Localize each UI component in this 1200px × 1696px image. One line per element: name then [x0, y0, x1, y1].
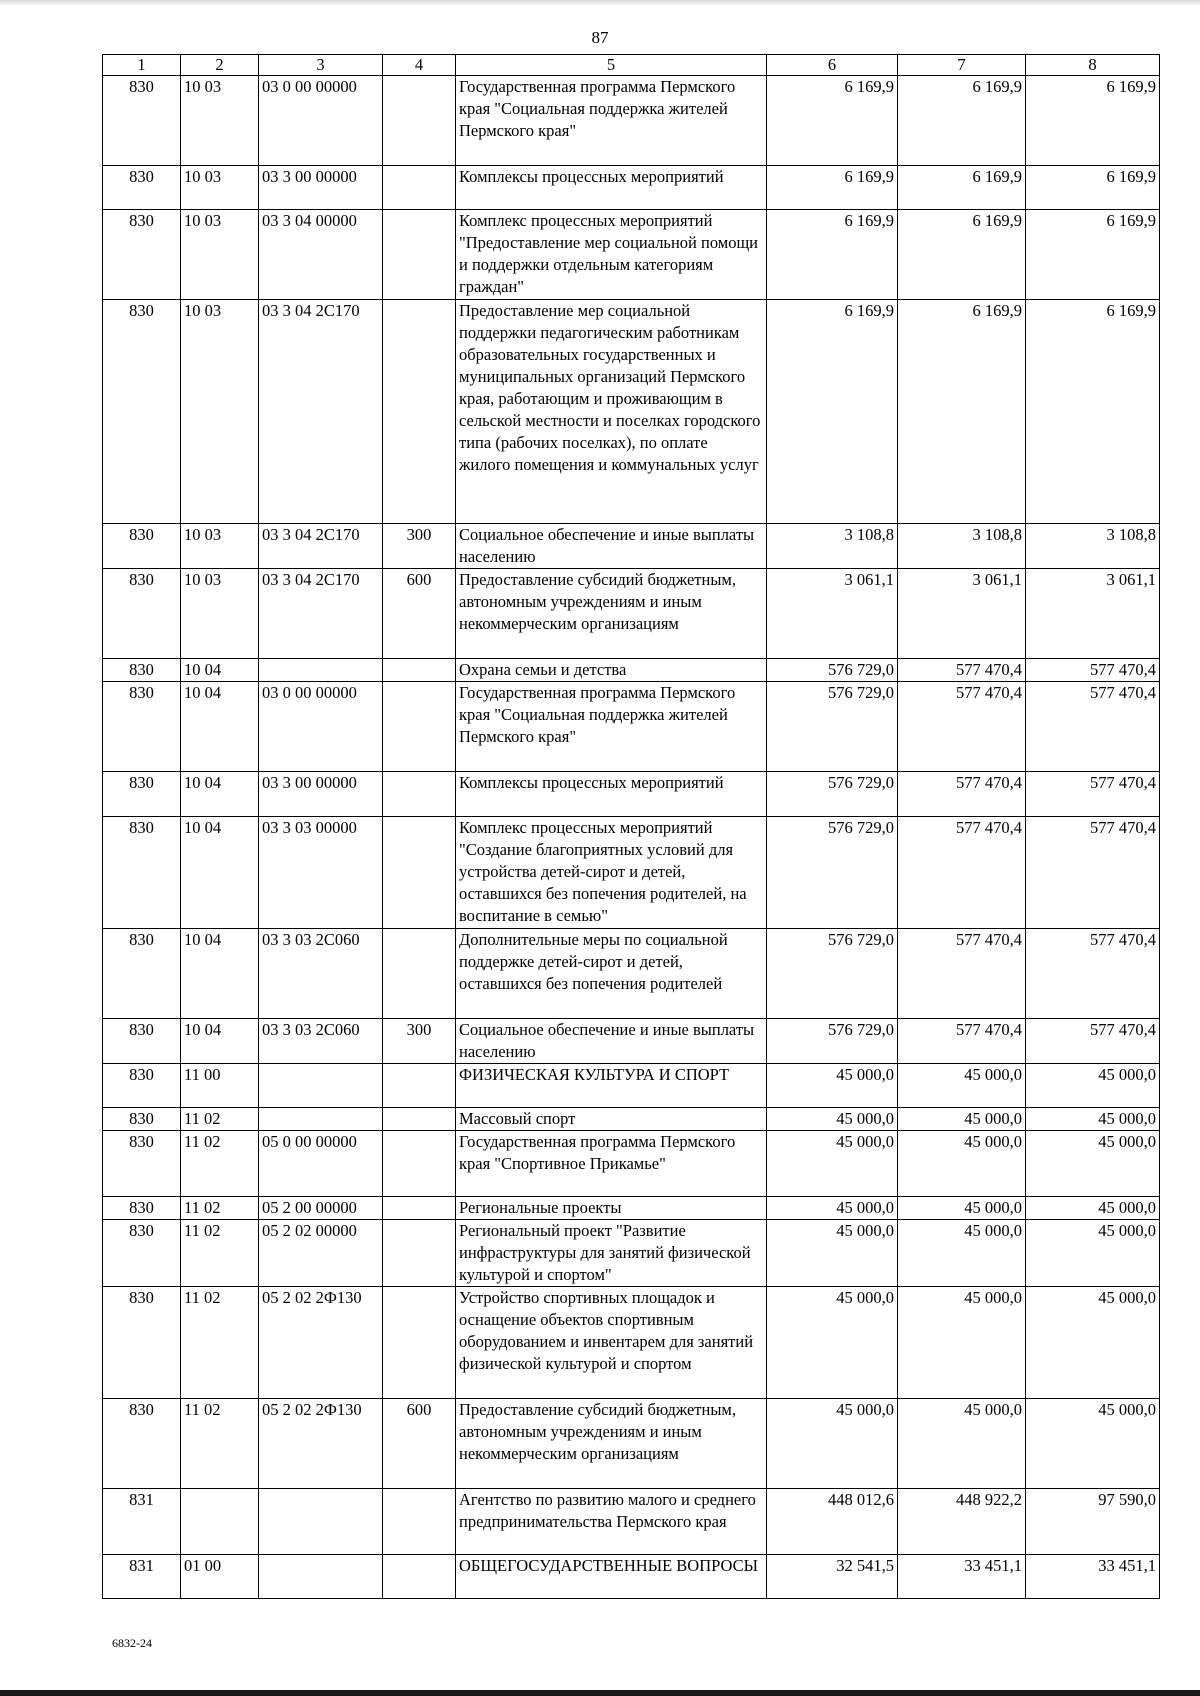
- ministry-code-cell: 830: [103, 300, 181, 524]
- amount-cell-col6: 576 729,0: [767, 772, 898, 817]
- table-row: [103, 1019, 1160, 1064]
- amount-cell-col7: 45 000,0: [898, 1287, 1026, 1399]
- expense-type-cell: [383, 659, 456, 682]
- table-row: [103, 1131, 1160, 1197]
- ministry-code-cell: 830: [103, 524, 181, 569]
- amount-cell-col6: 576 729,0: [767, 929, 898, 1019]
- column-header: 3: [259, 55, 383, 76]
- table-row: [103, 210, 1160, 300]
- amount-cell-col7: 577 470,4: [898, 682, 1026, 772]
- ministry-code-cell: 830: [103, 1399, 181, 1489]
- expense-type-cell: 300: [383, 1019, 456, 1064]
- amount-cell-col8: 97 590,0: [1026, 1489, 1160, 1555]
- ministry-code-cell: 830: [103, 1287, 181, 1399]
- section-code-cell: 11 02: [181, 1220, 259, 1287]
- target-article-cell: 03 3 04 2С170: [259, 300, 383, 524]
- description-cell: Комплексы процессных мероприятий: [456, 772, 767, 817]
- amount-cell-col8: 577 470,4: [1026, 772, 1160, 817]
- amount-cell-col6: 45 000,0: [767, 1108, 898, 1131]
- page-number: 87: [591, 28, 609, 47]
- ministry-code-cell: 830: [103, 1108, 181, 1131]
- amount-cell-col8: 45 000,0: [1026, 1108, 1160, 1131]
- ministry-code-cell: 831: [103, 1489, 181, 1555]
- amount-cell-col6: 576 729,0: [767, 1019, 898, 1064]
- amount-cell-col6: 6 169,9: [767, 210, 898, 300]
- table-row: [103, 1064, 1160, 1108]
- expense-type-cell: [383, 210, 456, 300]
- table-row: [103, 524, 1160, 569]
- amount-cell-col7: 45 000,0: [898, 1197, 1026, 1220]
- amount-cell-col7: 45 000,0: [898, 1064, 1026, 1108]
- table-body: [103, 76, 1160, 1599]
- expense-type-cell: [383, 1131, 456, 1197]
- target-article-cell: [259, 1108, 383, 1131]
- document-code: 6832-24: [112, 1636, 152, 1650]
- amount-cell-col8: 3 108,8: [1026, 524, 1160, 569]
- table-row: [103, 1287, 1160, 1399]
- amount-cell-col8: 45 000,0: [1026, 1399, 1160, 1489]
- description-cell: Массовый спорт: [456, 1108, 767, 1131]
- amount-cell-col8: 45 000,0: [1026, 1197, 1160, 1220]
- table-row: [103, 772, 1160, 817]
- description-cell: Устройство спортивных площадок и оснащение объектов спортивным оборудованием и инвентарем для занятий физической культурой и спортом: [456, 1287, 767, 1399]
- target-article-cell: 03 3 03 2С060: [259, 929, 383, 1019]
- table-row: [103, 76, 1160, 166]
- target-article-cell: 03 3 04 2С170: [259, 569, 383, 659]
- expense-type-cell: [383, 166, 456, 210]
- section-code-cell: 11 02: [181, 1131, 259, 1197]
- ministry-code-cell: 830: [103, 1131, 181, 1197]
- section-code-cell: 11 02: [181, 1197, 259, 1220]
- description-cell: Предоставление субсидий бюджетным, автономным учреждениям и иным некоммерческим организациям: [456, 569, 767, 659]
- table-row: [103, 817, 1160, 929]
- section-code-cell: 11 02: [181, 1399, 259, 1489]
- section-code-cell: 10 03: [181, 524, 259, 569]
- description-cell: Комплекс процессных мероприятий "Создание благоприятных условий для устройства детей-сирот и детей, оставшихся без попечения родителей, на воспитание в семью": [456, 817, 767, 929]
- section-code-cell: [181, 1489, 259, 1555]
- ministry-code-cell: 830: [103, 817, 181, 929]
- section-code-cell: 11 02: [181, 1108, 259, 1131]
- ministry-code-cell: 830: [103, 659, 181, 682]
- ministry-code-cell: 830: [103, 682, 181, 772]
- expense-type-cell: [383, 76, 456, 166]
- expense-type-cell: [383, 772, 456, 817]
- description-cell: Агентство по развитию малого и среднего предпринимательства Пермского края: [456, 1489, 767, 1555]
- expense-type-cell: [383, 300, 456, 524]
- amount-cell-col6: 45 000,0: [767, 1220, 898, 1287]
- expense-type-cell: 600: [383, 1399, 456, 1489]
- amount-cell-col8: 3 061,1: [1026, 569, 1160, 659]
- table-row: [103, 1197, 1160, 1220]
- table-row: [103, 1489, 1160, 1555]
- amount-cell-col7: 577 470,4: [898, 929, 1026, 1019]
- table-header: [103, 55, 1160, 76]
- amount-cell-col7: 6 169,9: [898, 166, 1026, 210]
- amount-cell-col8: 6 169,9: [1026, 166, 1160, 210]
- description-cell: Региональные проекты: [456, 1197, 767, 1220]
- ministry-code-cell: 830: [103, 1197, 181, 1220]
- section-code-cell: 10 04: [181, 659, 259, 682]
- ministry-code-cell: 830: [103, 929, 181, 1019]
- amount-cell-col8: 6 169,9: [1026, 300, 1160, 524]
- amount-cell-col7: 45 000,0: [898, 1108, 1026, 1131]
- section-code-cell: 11 00: [181, 1064, 259, 1108]
- description-cell: Комплексы процессных мероприятий: [456, 166, 767, 210]
- target-article-cell: [259, 1555, 383, 1599]
- amount-cell-col6: 45 000,0: [767, 1197, 898, 1220]
- amount-cell-col7: 45 000,0: [898, 1220, 1026, 1287]
- target-article-cell: [259, 659, 383, 682]
- description-cell: Комплекс процессных мероприятий "Предоставление мер социальной помощи и поддержки отдельным категориям граждан": [456, 210, 767, 300]
- amount-cell-col6: 576 729,0: [767, 682, 898, 772]
- description-cell: Социальное обеспечение и иные выплаты населению: [456, 1019, 767, 1064]
- amount-cell-col8: 45 000,0: [1026, 1064, 1160, 1108]
- expense-type-cell: [383, 1489, 456, 1555]
- description-cell: Дополнительные меры по социальной поддержке детей-сирот и детей, оставшихся без попечения родителей: [456, 929, 767, 1019]
- description-cell: Охрана семьи и детства: [456, 659, 767, 682]
- amount-cell-col7: 448 922,2: [898, 1489, 1026, 1555]
- section-code-cell: 10 04: [181, 772, 259, 817]
- target-article-cell: 03 3 03 00000: [259, 817, 383, 929]
- expense-type-cell: [383, 1197, 456, 1220]
- expense-type-cell: [383, 817, 456, 929]
- expense-type-cell: [383, 682, 456, 772]
- amount-cell-col6: 6 169,9: [767, 166, 898, 210]
- section-code-cell: 10 04: [181, 929, 259, 1019]
- expense-type-cell: [383, 1555, 456, 1599]
- target-article-cell: 03 3 04 00000: [259, 210, 383, 300]
- section-code-cell: 11 02: [181, 1287, 259, 1399]
- column-header: 2: [181, 55, 259, 76]
- target-article-cell: 03 0 00 00000: [259, 76, 383, 166]
- amount-cell-col6: 45 000,0: [767, 1064, 898, 1108]
- table-row: [103, 569, 1160, 659]
- ministry-code-cell: 830: [103, 76, 181, 166]
- table-row: [103, 1108, 1160, 1131]
- description-cell: Государственная программа Пермского края "Социальная поддержка жителей Пермского края": [456, 76, 767, 166]
- column-header: 7: [898, 55, 1026, 76]
- amount-cell-col6: 576 729,0: [767, 659, 898, 682]
- amount-cell-col6: 6 169,9: [767, 300, 898, 524]
- amount-cell-col7: 45 000,0: [898, 1131, 1026, 1197]
- table-row: [103, 682, 1160, 772]
- table-row: [103, 929, 1160, 1019]
- target-article-cell: 05 2 02 2Ф130: [259, 1287, 383, 1399]
- description-cell: Государственная программа Пермского края "Социальная поддержка жителей Пермского края": [456, 682, 767, 772]
- expense-type-cell: 600: [383, 569, 456, 659]
- target-article-cell: 05 2 02 00000: [259, 1220, 383, 1287]
- table-row: [103, 1399, 1160, 1489]
- target-article-cell: 05 0 00 00000: [259, 1131, 383, 1197]
- amount-cell-col8: 577 470,4: [1026, 1019, 1160, 1064]
- description-cell: Предоставление мер социальной поддержки педагогическим работникам образовательных государственных и муниципальных организаций Пермского края, работающим и проживающим в сельской местности и поселках городского типа (рабочих поселках), по оплате жилого помещения и коммунальных услуг: [456, 300, 767, 524]
- section-code-cell: 10 03: [181, 76, 259, 166]
- column-header: 6: [767, 55, 898, 76]
- column-header: 5: [456, 55, 767, 76]
- amount-cell-col7: 6 169,9: [898, 210, 1026, 300]
- amount-cell-col7: 3 108,8: [898, 524, 1026, 569]
- target-article-cell: 03 3 00 00000: [259, 166, 383, 210]
- ministry-code-cell: 830: [103, 569, 181, 659]
- amount-cell-col8: 45 000,0: [1026, 1220, 1160, 1287]
- amount-cell-col6: 6 169,9: [767, 76, 898, 166]
- ministry-code-cell: 830: [103, 210, 181, 300]
- amount-cell-col8: 45 000,0: [1026, 1131, 1160, 1197]
- section-code-cell: 10 03: [181, 166, 259, 210]
- section-code-cell: 10 04: [181, 1019, 259, 1064]
- target-article-cell: 05 2 00 00000: [259, 1197, 383, 1220]
- expense-type-cell: 300: [383, 524, 456, 569]
- ministry-code-cell: 830: [103, 772, 181, 817]
- header-row: [103, 55, 1160, 76]
- amount-cell-col7: 6 169,9: [898, 76, 1026, 166]
- amount-cell-col7: 577 470,4: [898, 817, 1026, 929]
- amount-cell-col6: 45 000,0: [767, 1131, 898, 1197]
- target-article-cell: 05 2 02 2Ф130: [259, 1399, 383, 1489]
- amount-cell-col6: 576 729,0: [767, 817, 898, 929]
- section-code-cell: 10 03: [181, 210, 259, 300]
- target-article-cell: 03 3 04 2С170: [259, 524, 383, 569]
- amount-cell-col7: 3 061,1: [898, 569, 1026, 659]
- amount-cell-col6: 45 000,0: [767, 1399, 898, 1489]
- expense-type-cell: [383, 1064, 456, 1108]
- expense-type-cell: [383, 1287, 456, 1399]
- description-cell: Социальное обеспечение и иные выплаты населению: [456, 524, 767, 569]
- table-row: [103, 659, 1160, 682]
- amount-cell-col8: 6 169,9: [1026, 210, 1160, 300]
- amount-cell-col8: 577 470,4: [1026, 817, 1160, 929]
- scan-top-edge: [0, 0, 1200, 6]
- amount-cell-col6: 32 541,5: [767, 1555, 898, 1599]
- target-article-cell: 03 3 03 2С060: [259, 1019, 383, 1064]
- description-cell: Предоставление субсидий бюджетным, автономным учреждениям и иным некоммерческим организациям: [456, 1399, 767, 1489]
- amount-cell-col7: 577 470,4: [898, 1019, 1026, 1064]
- amount-cell-col8: 577 470,4: [1026, 659, 1160, 682]
- target-article-cell: [259, 1489, 383, 1555]
- amount-cell-col8: 577 470,4: [1026, 682, 1160, 772]
- amount-cell-col7: 577 470,4: [898, 772, 1026, 817]
- section-code-cell: 10 03: [181, 569, 259, 659]
- column-header: 1: [103, 55, 181, 76]
- amount-cell-col6: 3 061,1: [767, 569, 898, 659]
- expense-type-cell: [383, 1108, 456, 1131]
- section-code-cell: 10 04: [181, 682, 259, 772]
- description-cell: Региональный проект "Развитие инфраструктуры для занятий физической культурой и спортом": [456, 1220, 767, 1287]
- table-row: [103, 166, 1160, 210]
- amount-cell-col7: 577 470,4: [898, 659, 1026, 682]
- table-row: [103, 1555, 1160, 1599]
- section-code-cell: 10 03: [181, 300, 259, 524]
- amount-cell-col6: 448 012,6: [767, 1489, 898, 1555]
- amount-cell-col8: 577 470,4: [1026, 929, 1160, 1019]
- amount-cell-col8: 33 451,1: [1026, 1555, 1160, 1599]
- target-article-cell: 03 0 00 00000: [259, 682, 383, 772]
- column-header: 8: [1026, 55, 1160, 76]
- column-header: 4: [383, 55, 456, 76]
- amount-cell-col6: 3 108,8: [767, 524, 898, 569]
- expense-type-cell: [383, 1220, 456, 1287]
- amount-cell-col7: 6 169,9: [898, 300, 1026, 524]
- ministry-code-cell: 830: [103, 1220, 181, 1287]
- scan-bottom-edge: [0, 1690, 1200, 1696]
- table-row: [103, 300, 1160, 524]
- section-code-cell: 01 00: [181, 1555, 259, 1599]
- ministry-code-cell: 830: [103, 166, 181, 210]
- section-code-cell: 10 04: [181, 817, 259, 929]
- target-article-cell: [259, 1064, 383, 1108]
- table-row: [103, 1220, 1160, 1287]
- expense-type-cell: [383, 929, 456, 1019]
- amount-cell-col8: 6 169,9: [1026, 76, 1160, 166]
- ministry-code-cell: 830: [103, 1019, 181, 1064]
- description-cell: Государственная программа Пермского края "Спортивное Прикамье": [456, 1131, 767, 1197]
- ministry-code-cell: 831: [103, 1555, 181, 1599]
- ministry-code-cell: 830: [103, 1064, 181, 1108]
- description-cell: ФИЗИЧЕСКАЯ КУЛЬТУРА И СПОРТ: [456, 1064, 767, 1108]
- amount-cell-col8: 45 000,0: [1026, 1287, 1160, 1399]
- budget-table: [102, 54, 1160, 1599]
- amount-cell-col7: 45 000,0: [898, 1399, 1026, 1489]
- description-cell: ОБЩЕГОСУДАРСТВЕННЫЕ ВОПРОСЫ: [456, 1555, 767, 1599]
- amount-cell-col7: 33 451,1: [898, 1555, 1026, 1599]
- target-article-cell: 03 3 00 00000: [259, 772, 383, 817]
- amount-cell-col6: 45 000,0: [767, 1287, 898, 1399]
